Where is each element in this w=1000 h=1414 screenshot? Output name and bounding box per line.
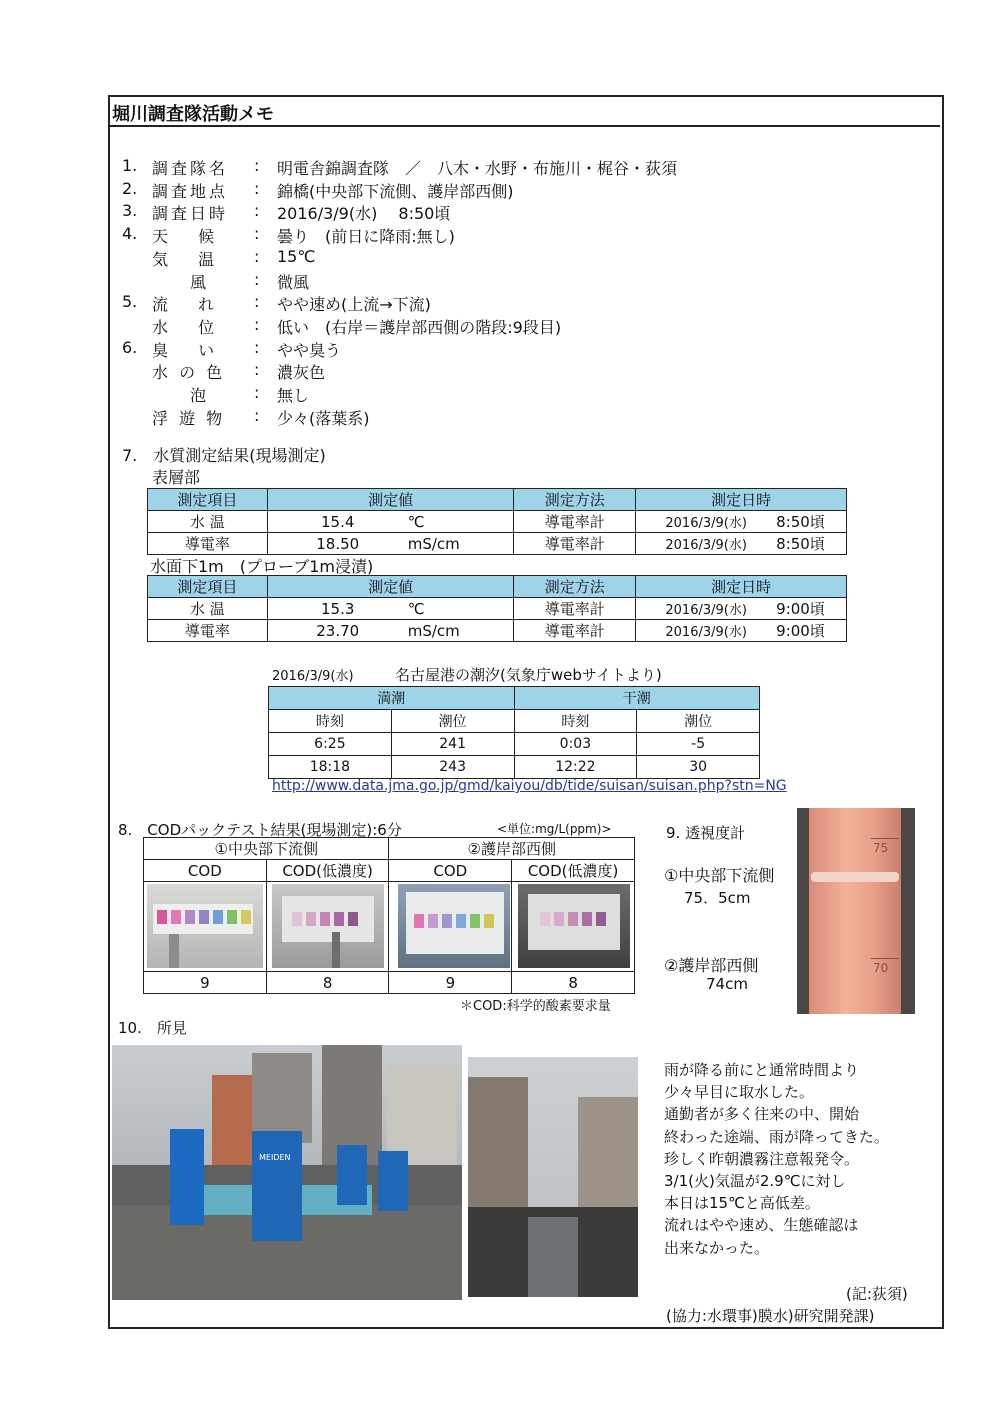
point2-label: ②護岸部西側: [664, 956, 759, 975]
item-label: 風: [190, 272, 210, 292]
cell-datetime: 2016/3/9(水) 8:50頃: [636, 533, 847, 555]
point2-value: 74cm: [706, 975, 748, 993]
river-photo: [468, 1057, 638, 1297]
item-value: 明電舎錦調査隊 ／ 八木・水野・布施川・梶谷・荻須: [277, 159, 678, 178]
jma-link[interactable]: http://www.data.jma.go.jp/gmd/kaiyou/db/tide/suisan/suisan.php?stn=NG: [272, 778, 787, 794]
item-value: 濃灰色: [277, 363, 326, 383]
cod-test-photo: [147, 884, 263, 968]
item-value: 2016/3/9(水) 8:50頃: [277, 204, 451, 224]
table-row: [148, 533, 847, 555]
item-value: やや速め(上流→下流): [277, 295, 431, 315]
cell-datetime: 2016/3/9(水) 9:00頃: [636, 598, 847, 620]
cod-value: 8: [266, 972, 389, 994]
tide-date: 2016/3/9(水): [272, 669, 354, 684]
remark-line: 3/1(火)気温が2.9℃に対し: [664, 1172, 846, 1190]
cell: 243: [391, 756, 514, 779]
item-label: 臭 い: [152, 340, 218, 360]
item-number: 4.: [122, 224, 138, 244]
cod-test-photo: [272, 884, 384, 968]
item-value: 曇り (前日に降雨:無し): [277, 227, 455, 247]
transparency-meter-photo: [797, 808, 915, 1014]
col-level: 潮位: [391, 710, 514, 733]
remark-line: 本日は15℃と高低差。: [664, 1194, 820, 1213]
col-cod: COD: [144, 860, 267, 882]
point1-label: ①中央部下流側: [664, 866, 775, 885]
item-colon: :: [254, 360, 260, 380]
item-colon: :: [254, 178, 260, 198]
item-label: 水 の 色: [152, 363, 226, 383]
meiden-logo: MEIDEN: [259, 1153, 291, 1162]
cell-method: 導電率計: [514, 511, 636, 533]
depth-table: [147, 575, 847, 642]
item-label: 調査日時: [152, 204, 229, 224]
item-label: 水 位: [152, 317, 218, 337]
cell-item: 水 温: [148, 511, 268, 533]
header-method: 測定方法: [514, 576, 636, 598]
cell-datetime: 2016/3/9(水) 8:50頃: [636, 511, 847, 533]
remark-line: 通勤者が多く往来の中、開始: [664, 1105, 860, 1124]
cell-item: 導電率: [148, 533, 268, 555]
survey-team-photo: [112, 1045, 462, 1300]
cell-value: 15.3 ℃: [267, 598, 514, 620]
item-label: 流 れ: [152, 295, 218, 315]
table-row: [269, 756, 760, 779]
col-time: 時刻: [514, 710, 637, 733]
header-value: 測定値: [267, 489, 514, 511]
cell: 6:25: [269, 733, 392, 756]
cell: 241: [391, 733, 514, 756]
item-value: 少々(落葉系): [277, 408, 370, 428]
tide-title: 名古屋港の潮汐(気象庁webサイトより): [395, 666, 662, 684]
header-datetime: 測定日時: [636, 576, 847, 598]
item-colon: :: [254, 405, 260, 425]
header-datetime: 測定日時: [636, 489, 847, 511]
col-cod: COD: [389, 860, 512, 882]
cell-item: 導電率: [148, 620, 268, 642]
item-value: 低い (右岸＝護岸部西側の階段:9段目): [277, 317, 562, 337]
table-row: [148, 598, 847, 620]
scale-70: 70: [873, 961, 889, 975]
item-value: 無し: [277, 386, 310, 405]
col-cod-low: COD(低濃度): [266, 860, 389, 882]
high-tide-header: 満潮: [269, 687, 515, 710]
table-row: [148, 620, 847, 642]
item-number: 3.: [122, 201, 138, 221]
item-value: 微風: [277, 272, 310, 292]
cod-value: 8: [512, 972, 635, 994]
cod-test-photo: [518, 884, 630, 968]
col-level: 潮位: [637, 710, 760, 733]
item-colon: :: [254, 201, 260, 221]
item-number: 2.: [122, 178, 138, 198]
item-colon: :: [254, 292, 260, 312]
item-label: 調査地点: [152, 181, 229, 201]
low-tide-header: 干潮: [514, 687, 760, 710]
tide-table: [268, 686, 760, 779]
remark-line: 流れはやや速め、生態確認は: [664, 1216, 859, 1235]
cell-method: 導電率計: [514, 620, 636, 642]
cell-value: 15.4 ℃: [267, 511, 514, 533]
cell-datetime: 2016/3/9(水) 9:00頃: [636, 620, 847, 642]
section8-heading: 8. CODパックテスト結果(現場測定):6分: [118, 821, 402, 839]
cell: 30: [637, 756, 760, 779]
remark-line: 終わった途端、雨が降ってきた。: [664, 1127, 889, 1146]
cell: 18:18: [269, 756, 392, 779]
cell: -5: [637, 733, 760, 756]
cod-test-photo: [398, 884, 510, 968]
item-colon: :: [254, 246, 260, 266]
page-title: 堀川調査隊活動メモ: [112, 104, 274, 125]
cell-value: 18.50 mS/cm: [267, 533, 514, 555]
item-colon: :: [254, 224, 260, 244]
header-method: 測定方法: [514, 489, 636, 511]
point1-value: 75．5cm: [684, 889, 751, 907]
section7-heading: 7. 水質測定結果(現場測定): [122, 446, 326, 465]
item-number: 6.: [122, 337, 138, 357]
surface-table: [147, 488, 847, 555]
item-value: 錦橋(中央部下流側、護岸部西側): [277, 181, 514, 201]
col-time: 時刻: [269, 710, 392, 733]
item-colon: :: [254, 383, 260, 402]
cell-method: 導電率計: [514, 598, 636, 620]
cell: 0:03: [514, 733, 637, 756]
remark-line: 出来なかった。: [664, 1238, 770, 1257]
item-number: 5.: [122, 292, 138, 312]
cod-value: 9: [389, 972, 512, 994]
item-label: 調査隊名: [152, 159, 229, 178]
signature: (記:荻須): [846, 1285, 908, 1303]
credit: (協力:水環事)膜水)研究開発課): [666, 1307, 875, 1325]
item-label: 泡: [190, 386, 210, 405]
remark-line: 少々早目に取水した。: [664, 1083, 815, 1102]
item-label: 天 候: [152, 227, 218, 247]
section9-heading: 9. 透視度計: [666, 824, 746, 842]
item-label: 浮 遊 物: [152, 408, 226, 428]
section10-heading: 10. 所見: [118, 1019, 187, 1037]
item-value: やや臭う: [277, 340, 342, 360]
item-value: 15℃: [277, 246, 316, 266]
item-colon: :: [254, 156, 260, 175]
header-item: 測定項目: [148, 489, 268, 511]
cell-value: 23.70 mS/cm: [267, 620, 514, 642]
surface-label: 表層部: [152, 468, 201, 487]
group1-header: ①中央部下流側: [144, 838, 389, 860]
table-row: [148, 511, 847, 533]
header-item: 測定項目: [148, 576, 268, 598]
group2-header: ②護岸部西側: [389, 838, 635, 860]
cod-unit: <単位:mg/L(ppm)>: [497, 822, 612, 836]
header-value: 測定値: [267, 576, 514, 598]
item-number: 1.: [122, 156, 138, 175]
table-row: [144, 972, 635, 994]
remark-line: 雨が降る前にと通常時間より: [664, 1061, 860, 1079]
item-colon: :: [254, 314, 260, 334]
cell-item: 水 温: [148, 598, 268, 620]
cod-footnote: ＊COD:科学的酸素要求量: [460, 999, 611, 1014]
depth-label: 水面下1m (プローブ1m浸漬): [150, 557, 374, 576]
item-colon: :: [254, 269, 260, 289]
item-colon: :: [254, 337, 260, 357]
cod-value: 9: [144, 972, 267, 994]
scale-75: 75: [873, 841, 889, 855]
col-cod-low: COD(低濃度): [512, 860, 635, 882]
item-label: 気 温: [152, 249, 218, 269]
remark-line: 珍しく昨朝濃霧注意報発令。: [664, 1149, 860, 1168]
table-row: [269, 733, 760, 756]
cell: 12:22: [514, 756, 637, 779]
cell-method: 導電率計: [514, 533, 636, 555]
